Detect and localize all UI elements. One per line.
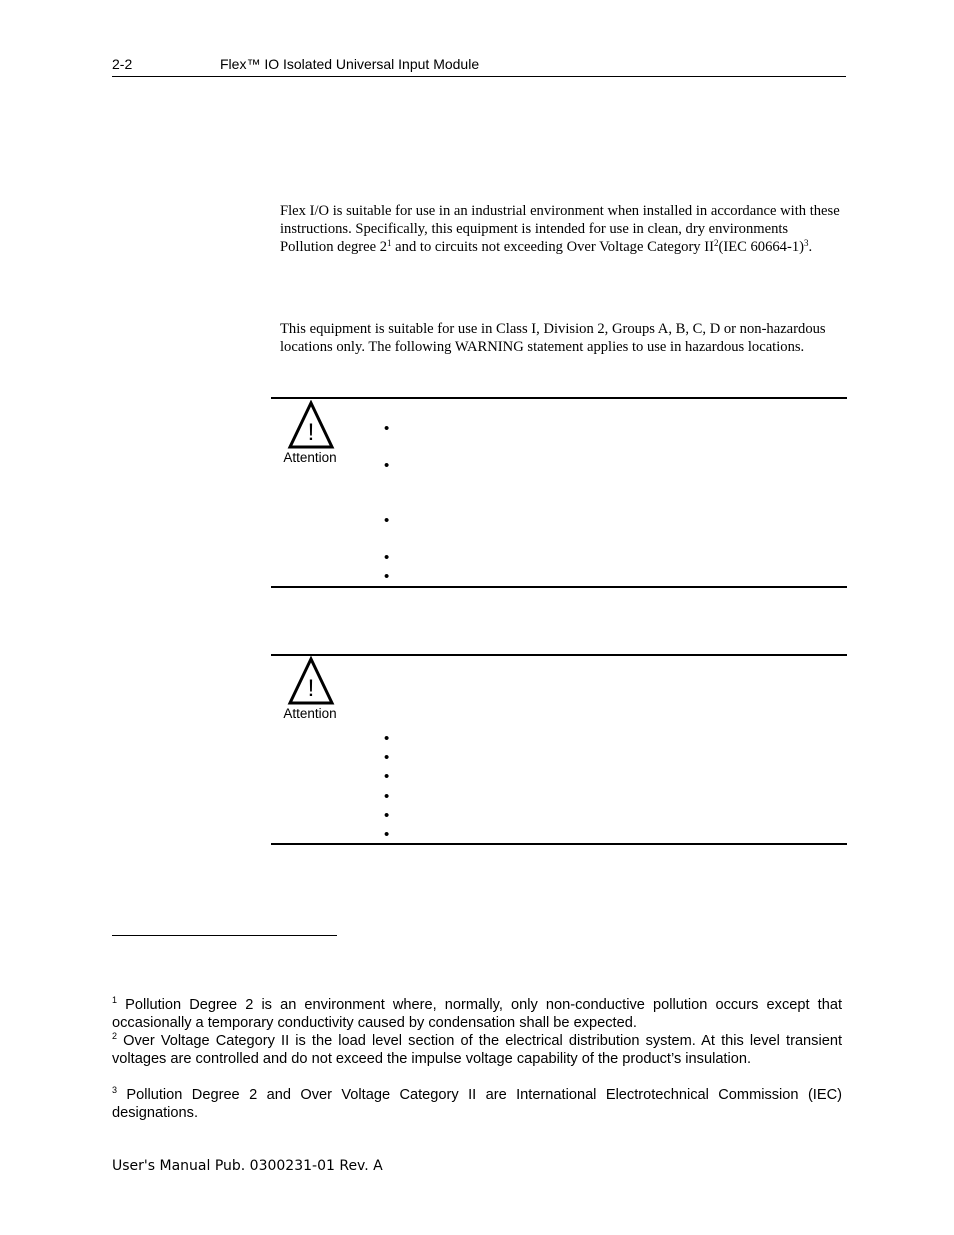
- footnote-1: [112, 996, 842, 1032]
- environment-paragraph: [280, 202, 840, 256]
- bullet-point: •: [384, 807, 390, 824]
- bullet-point: •: [384, 420, 390, 437]
- bullet-point: •: [384, 788, 390, 805]
- warning-triangle-icon: [287, 656, 335, 706]
- hazardous-paragraph: This equipment is suitable for use in Class I, Division 2, Groups A, B, C, D or non-hazardous locations only. The following WARNING statement applies to use in hazardous locations.: [280, 321, 826, 355]
- svg-text:!: !: [307, 419, 315, 446]
- bullet-point: •: [384, 826, 390, 843]
- environment-text-4: .: [808, 239, 813, 255]
- attention-box-2-top-rule: [271, 654, 847, 656]
- bullet-point: •: [384, 768, 390, 785]
- footnote-number: 2: [112, 1031, 118, 1041]
- warning-triangle-icon: [287, 400, 335, 450]
- bullet-point: •: [384, 457, 390, 474]
- footnote-ref-3: 3: [804, 238, 809, 248]
- bullet-point: •: [384, 730, 390, 747]
- attention-label: Attention: [283, 450, 337, 465]
- environment-text-3: (IEC 60664-1): [718, 239, 804, 255]
- page-number: 2-2: [112, 56, 133, 72]
- svg-text:!: !: [307, 675, 315, 702]
- publication-footer: User's Manual Pub. 0300231-01 Rev. A: [112, 1158, 383, 1174]
- attention-label: Attention: [283, 706, 337, 721]
- footnote-text: Pollution Degree 2 is an environment where, normally, only non-conductive pollution occurs except that occasionally a temporary conductivity caused by condensation shall be expected.: [112, 997, 843, 1031]
- environment-text-1: Flex I/O is suitable for use in an industrial environment when installed in accordance with these instructions. Specifically, this equipment is intended for use in clean, dry environments Pollution degree 2: [280, 203, 840, 255]
- footnote-text: Pollution Degree 2 and Over Voltage Category II are International Electrotechnical Commission (IEC) designations.: [112, 1087, 842, 1121]
- header-title: Flex™ IO Isolated Universal Input Module: [220, 56, 480, 72]
- attention-box-2-bottom-rule: [271, 843, 847, 845]
- bullet-point: •: [384, 512, 390, 529]
- footnote-ref-2: 2: [713, 238, 719, 248]
- attention-box-1-top-rule: [271, 397, 847, 399]
- footnote-2: [112, 1032, 842, 1068]
- bullet-point: •: [384, 549, 390, 566]
- footnote-separator: [112, 935, 337, 936]
- header-rule: [112, 76, 846, 77]
- footnote-ref-1: 1: [387, 238, 392, 248]
- environment-text-2: and to circuits not exceeding Over Voltage Category II: [391, 239, 714, 255]
- footnote-3: [112, 1086, 842, 1122]
- attention-box-1-bottom-rule: [271, 586, 847, 588]
- footnote-text: Over Voltage Category II is the load level section of the electrical distribution system. At this level transient voltages are controlled and do not exceed the impulse voltage capability of the product’s insulation.: [112, 1033, 842, 1067]
- bullet-point: •: [384, 568, 390, 585]
- footnote-number: 3: [112, 1085, 118, 1095]
- bullet-point: •: [384, 749, 390, 766]
- footnote-number: 1: [112, 995, 118, 1005]
